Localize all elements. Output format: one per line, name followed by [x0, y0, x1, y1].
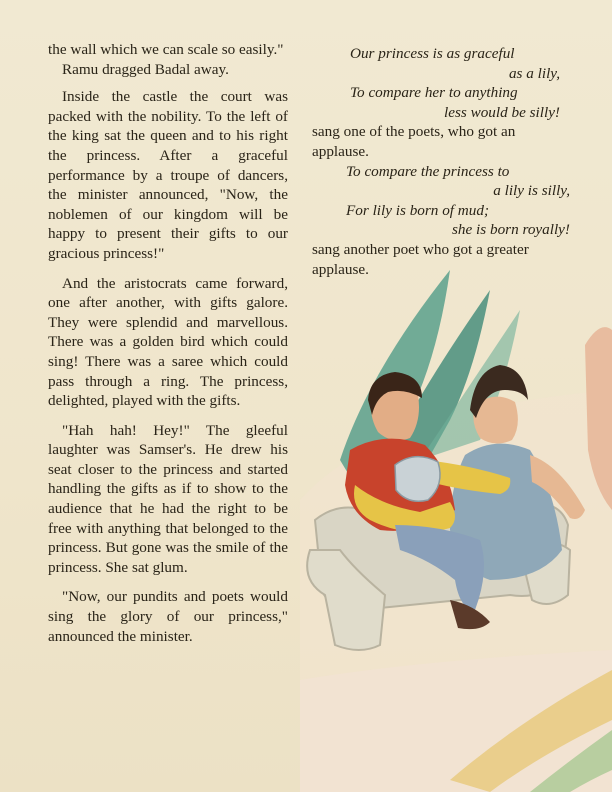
paragraph: "Now, our pundits and poets would sing the glory of our princess," announced the minister.: [48, 588, 288, 645]
left-column: [48, 40, 288, 656]
paragraph: "Hah hah! Hey!" The gleeful laughter was Samser's. He drew his seat closer to the princess and started handling the gifts as if to show to the audience that he had the right to be free with anything that belonged to the princess. But gone was the smile of the princess. She sat glum.: [48, 421, 288, 576]
verse-line: To compare the princess to: [346, 162, 510, 180]
verse-line: less would be silly!: [443, 103, 560, 121]
court-illustration: [300, 250, 612, 792]
paragraph: Inside the castle the court was packed with the nobility. To the left of the king sat the queen and to his right the princess. After a graceful performance by a troupe of dancers, the minister announced, "Now, the noblemen of our kingdom will be happy to present their gifts to our gracious princess!": [48, 88, 288, 262]
paragraph: the wall which we can scale so easily.": [48, 41, 284, 58]
verse-line: Our princess is as graceful: [350, 45, 515, 62]
paragraph: Ramu dragged Badal away.: [62, 60, 229, 78]
prose-line: sang one of the poets, who got an applause.: [312, 123, 516, 160]
verse-line: a lily is silly,: [493, 182, 570, 200]
verse-line: For lily is born of mud;: [346, 201, 490, 219]
prose-line: sang another poet who got a greater applause.: [312, 240, 529, 278]
verse-line: as a lily,: [508, 64, 560, 82]
paragraph: And the aristocrats came forward, one after another, with gifts galore. They were splendid and marvellous. There was a golden bird which could sing! There was a saree which could pass through a ring. The princess, delighted, played with the gifts.: [48, 274, 288, 410]
right-column: [312, 44, 572, 279]
verse-line: she is born royally!: [452, 221, 570, 239]
verse-line: To compare her to anything: [350, 84, 518, 102]
